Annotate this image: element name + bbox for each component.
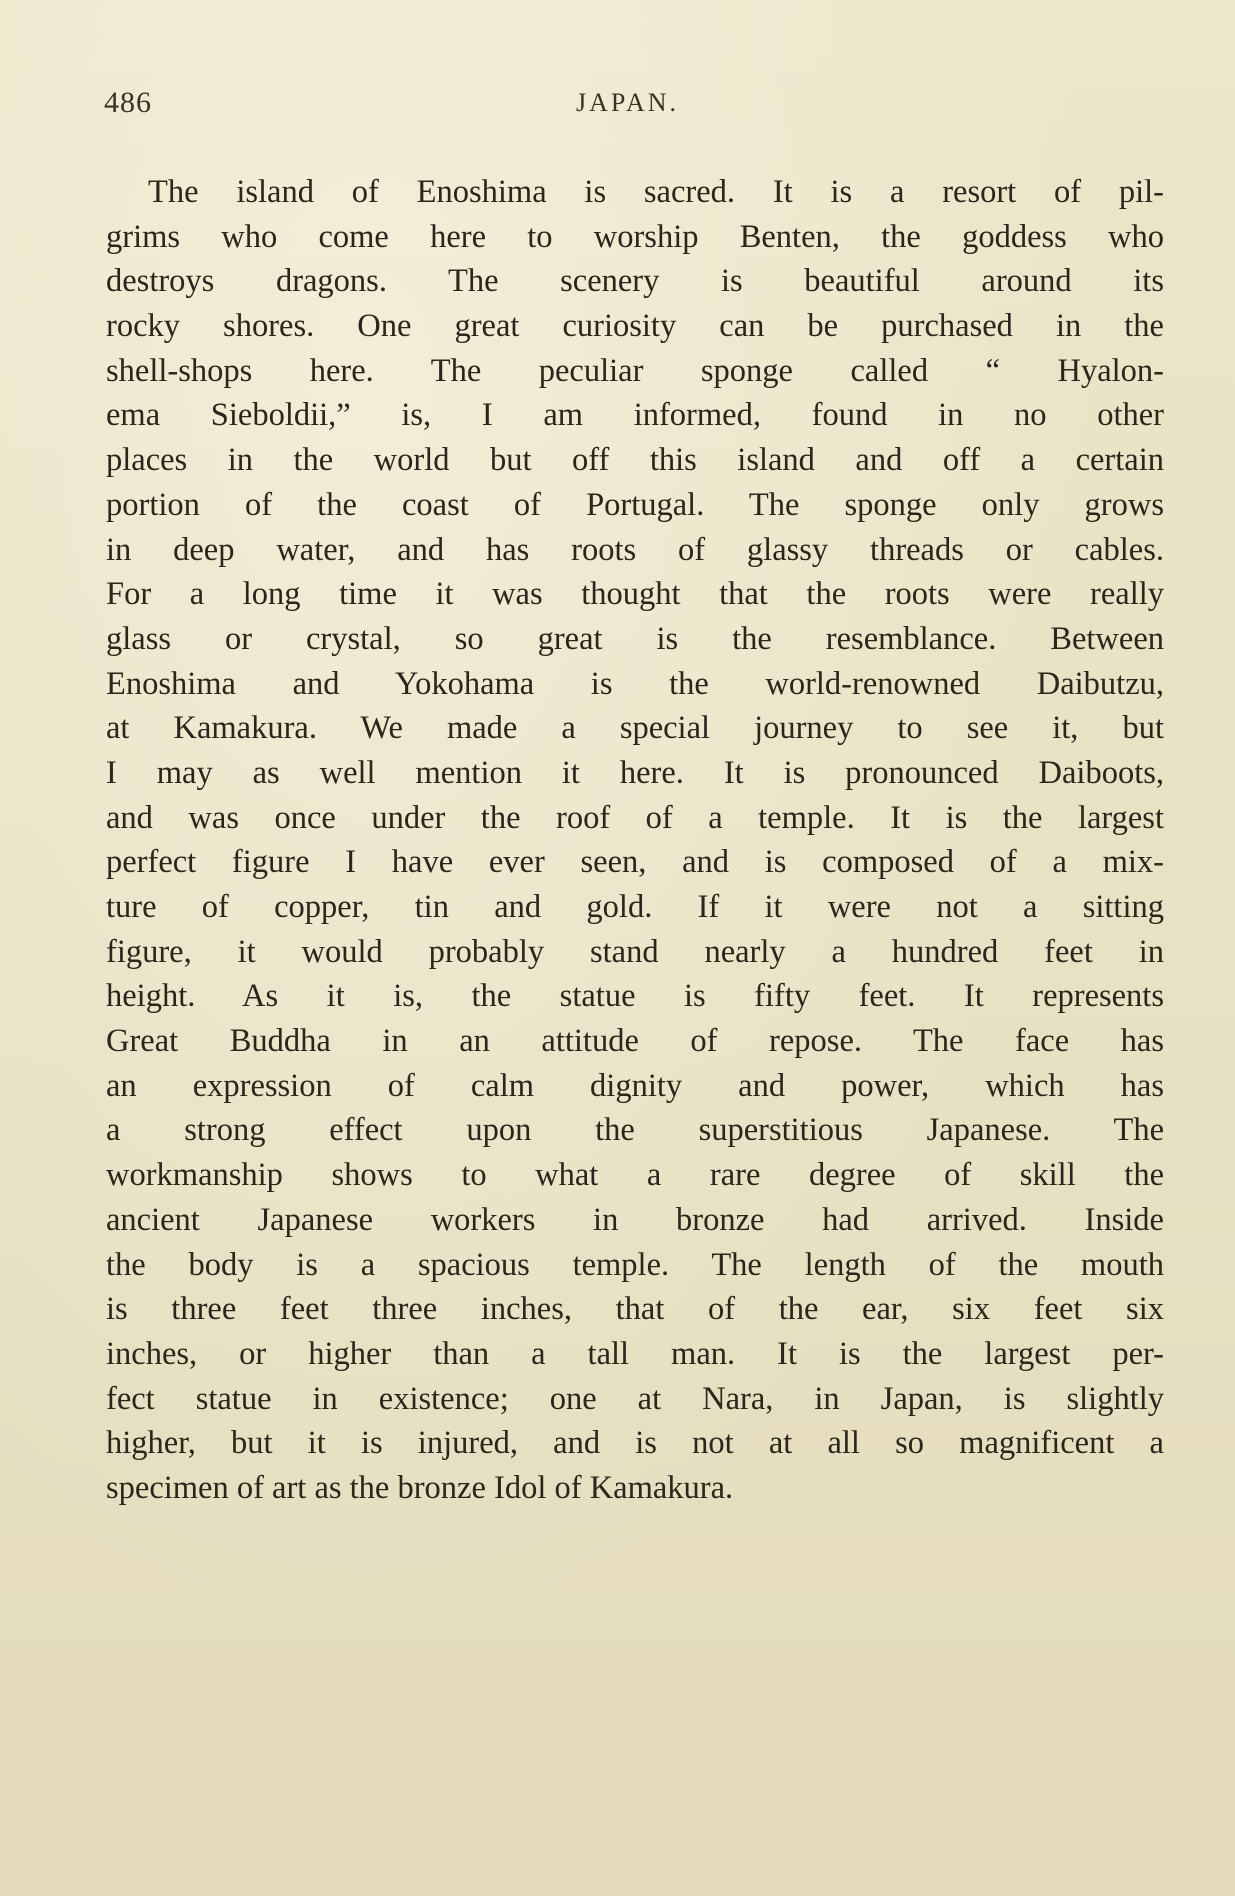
text-line: ture of copper, tin and gold. If it were not a sitting — [106, 889, 1164, 925]
text-line: I may as well mention it here. It is pronounced Daiboots, — [106, 754, 1164, 791]
running-head: JAPAN. — [576, 88, 680, 117]
text-line: rocky shores. One great curiosity can be purchased in the — [106, 308, 1164, 345]
text-line: ema Sieboldii,” is, I am informed, found in no other — [106, 397, 1164, 434]
text-line: an expression of calm dignity and power, which has — [106, 1067, 1164, 1104]
page-number: 486 — [104, 86, 152, 119]
text-line: ancient Japanese workers in bronze had arrived. Inside — [106, 1201, 1164, 1238]
text-line: Enoshima and Yokohama is the world-renowned Daibutzu, — [106, 665, 1164, 702]
text-line: perfect figure I have ever seen, and is composed of a mix- — [106, 844, 1164, 881]
text-line: shell-shops here. The peculiar sponge called “ Hyalon- — [106, 352, 1164, 389]
text-line: in deep water, and has roots of glassy threads or cables. — [106, 531, 1164, 568]
text-line: workmanship shows to what a rare degree of skill the — [106, 1157, 1164, 1194]
text-line: and was once under the roof of a temple. It is the largest — [106, 799, 1164, 836]
text-line: at Kamakura. We made a special journey to see it, but — [106, 710, 1164, 747]
text-line: inches, or higher than a tall man. It is the largest per- — [106, 1335, 1164, 1372]
text-line: fect statue in existence; one at Nara, in Japan, is slightly — [106, 1380, 1164, 1417]
body-paragraph — [106, 170, 1164, 1511]
text-line: is three feet three inches, that of the ear, six feet six — [106, 1291, 1164, 1328]
text-line: Great Buddha in an attitude of repose. The face has — [106, 1023, 1164, 1060]
text-line: destroys dragons. The scenery is beautiful around its — [106, 263, 1164, 300]
text-line: portion of the coast of Portugal. The sponge only grows — [106, 486, 1164, 523]
text-line: a strong effect upon the superstitious Japanese. The — [106, 1112, 1164, 1149]
text-line: places in the world but off this island and off a certain — [106, 442, 1164, 479]
text-line: grims who come here to worship Benten, the goddess who — [106, 218, 1164, 255]
text-line: higher, but it is injured, and is not at all so magnificent a — [106, 1425, 1164, 1462]
text-line: height. As it is, the statue is fifty feet. It represents — [106, 978, 1164, 1015]
page-header — [104, 86, 1164, 126]
text-line: the body is a spacious temple. The length of the mouth — [106, 1246, 1164, 1283]
text-line: For a long time it was thought that the roots were really — [106, 576, 1164, 613]
text-line: figure, it would probably stand nearly a hundred feet in — [106, 933, 1164, 970]
text-line: glass or crystal, so great is the resemblance. Between — [106, 620, 1164, 657]
text-line: The island of Enoshima is sacred. It is a resort of pil- — [148, 174, 1164, 210]
text-line: specimen of art as the bronze Idol of Kamakura. — [106, 1469, 734, 1506]
